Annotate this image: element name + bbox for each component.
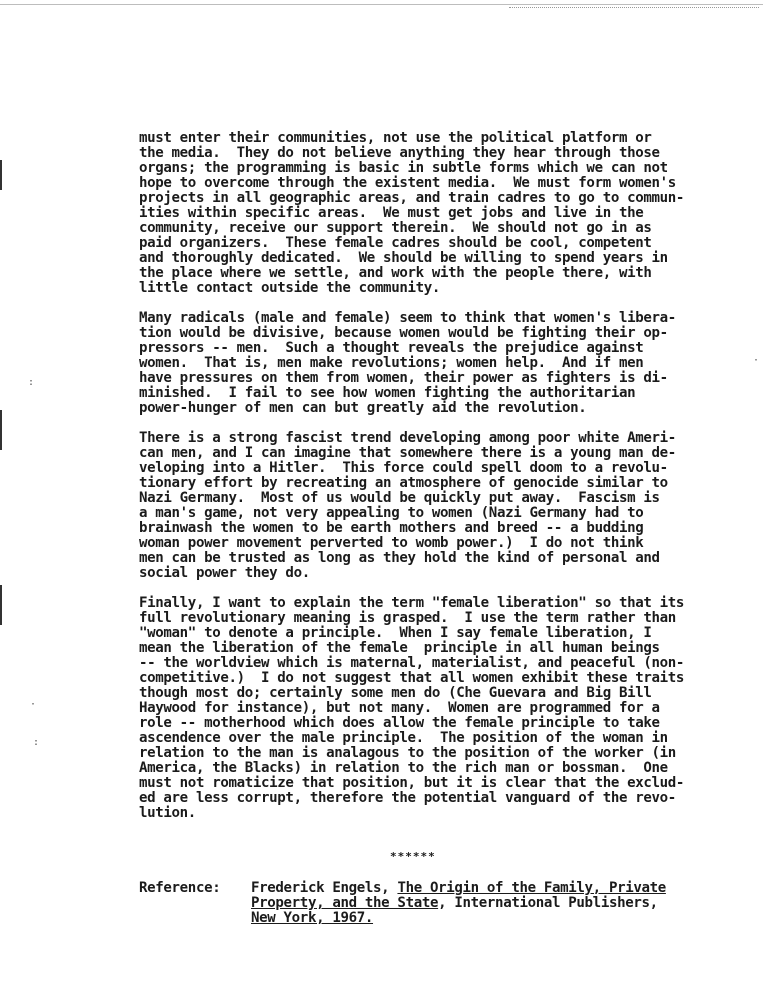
scan-speck: · <box>30 699 37 710</box>
reference-author: Frederick Engels, <box>251 880 398 896</box>
scan-speck: : <box>33 737 40 748</box>
reference-place-date: New York, 1967. <box>251 910 374 926</box>
reference-title-line1: The Origin of the Family, Private <box>397 880 666 896</box>
reference-publisher: , International Publishers, <box>438 895 658 911</box>
body-paragraph: Finally, I want to explain the term "female liberation" so that its full revolutionary meaning is grasped. I use the term rather than "woman" to denote a principle. When I say female liberation, I mean the liberation of the female principle in all human beings -- the worldview which is maternal, materialist, and peaceful (non- competitive.) I do not suggest that all women exhibit these traits though most do; certainly some men do (Che Guevara and Big Bill Haywood for instance), but not many. Women are programmed for a role -- motherhood which does allow the female principle to take ascendence over the male principle. The position of the woman in relation to the man is analagous to the position of the worker (in America, the Blacks) in relation to the rich man or bossman. One must not romaticize that position, but it is clear that the exclud- ed are less corrupt, therefore the potential vanguard of the revo- lution. <box>139 595 685 821</box>
reference-label: Reference: <box>139 880 221 896</box>
left-edge-mark <box>0 410 2 450</box>
reference-citation <box>139 880 666 926</box>
left-edge-mark <box>0 585 2 625</box>
reference-title-line2: Property, and the State <box>251 895 439 911</box>
body-paragraph: Many radicals (male and female) seem to think that women's libera- tion would be divisive, because women would be fighting their op- pressors -- men. Such a thought reveals the prejudice against women. That is, men make revolutions; women help. And if men have pressures on them from women, their power as fighters is di- minished. I fail to see how women fighting the authoritarian power-hunger of men can but greatly aid the revolution. <box>139 310 676 416</box>
scan-speck: · <box>753 355 760 366</box>
section-separator: ****** <box>390 850 436 863</box>
left-edge-mark <box>0 160 2 190</box>
body-paragraph: must enter their communities, not use the political platform or the media. They do not believe anything they hear through those organs; the programming is basic in subtle forms which we can not hope to overcome through the existent media. We must form women's projects in all geographic areas, and train cadres to go to commun- ities within specific areas. We must get jobs and live in the community, receive our support therein. We should not go in as paid organizers. These female cadres should be cool, competent and thoroughly dedicated. We should be willing to spend years in the place where we settle, and work with the people there, with little contact outside the community. <box>139 130 685 296</box>
body-paragraph: There is a strong fascist trend developing among poor white Ameri- can men, and I can imagine that somewhere there is a young man de- veloping into a Hitler. This force could spell doom to a revolu- tionary effort by recreating an atmosphere of genocide similar to Nazi Germany. Most of us would be quickly put away. Fascism is a man's game, not very appealing to women (Nazi Germany had to brainwash the women to be earth mothers and breed -- a budding woman power movement perverted to womb power.) I do not think men can be trusted as long as they hold the kind of personal and social power they do. <box>139 430 676 581</box>
reference-body <box>251 881 666 926</box>
scan-speck: : <box>28 377 35 388</box>
top-edge-marks <box>509 0 759 8</box>
